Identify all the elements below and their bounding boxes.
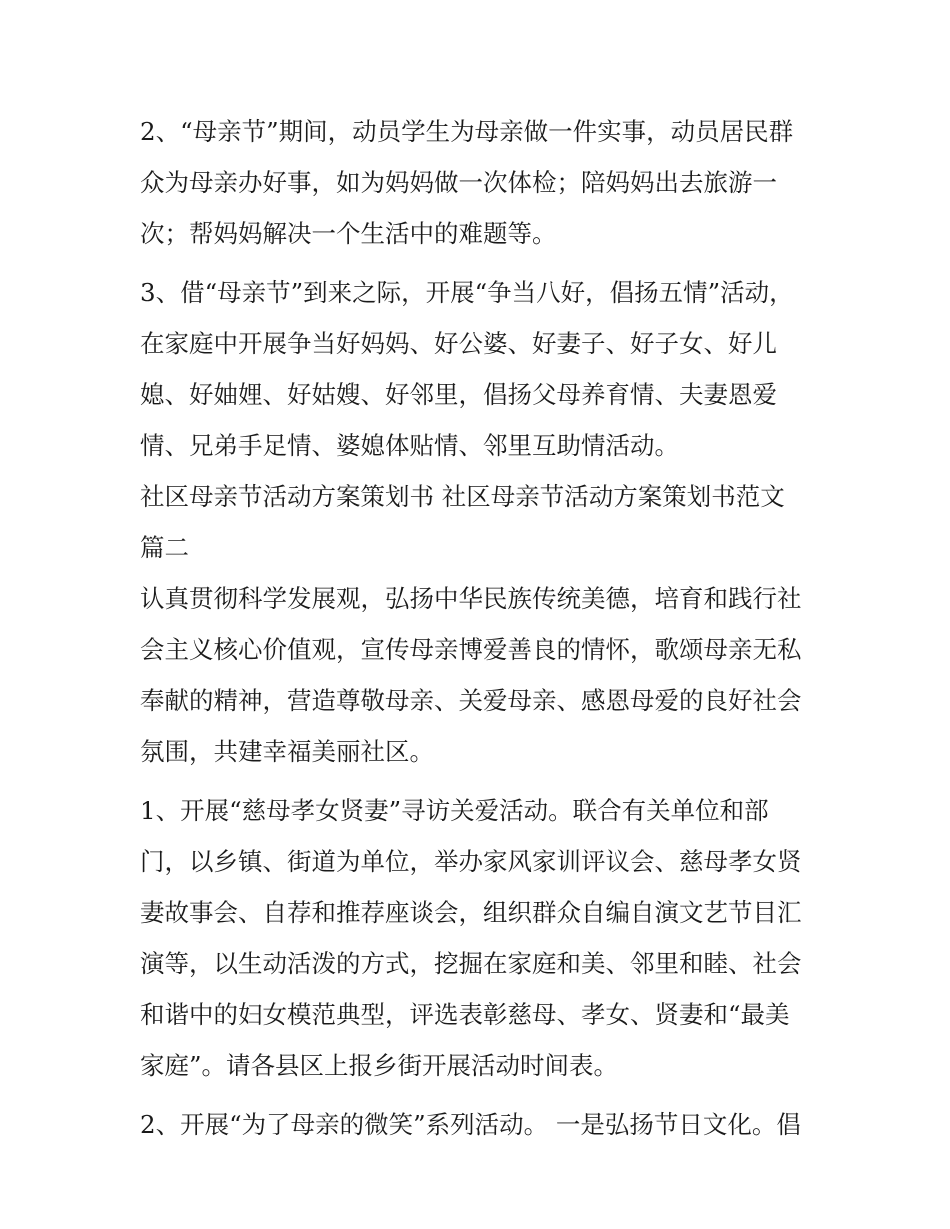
text-line: 门，以乡镇、街道为单位，举办家风家训评议会、慈母孝女贤 <box>140 847 802 876</box>
text-line: 氛围，共建幸福美丽社区。 <box>140 737 434 766</box>
text-line: 在家庭中开展争当好妈妈、好公婆、好妻子、好子女、好儿 <box>140 329 777 358</box>
text-line: 会主义核心价值观，宣传母亲博爱善良的情怀，歌颂母亲无私 <box>140 635 802 664</box>
text-line: 情、兄弟手足情、婆媳体贴情、邻里互助情活动。 <box>140 431 679 460</box>
text-line: 1、开展“慈母孝女贤妻”寻访关爱活动。联合有关单位和部 <box>140 796 769 825</box>
text-line: 家庭”。请各县区上报乡街开展活动时间表。 <box>140 1051 619 1080</box>
text-line: 妻故事会、自荐和推荐座谈会，组织群众自编自演文艺节目汇 <box>140 898 802 927</box>
text-line: 认真贯彻科学发展观，弘扬中华民族传统美德，培育和践行社 <box>140 584 802 613</box>
document-body <box>140 106 820 1150</box>
section-heading: 社区母亲节活动方案策划书 社区母亲节活动方案策划书范文 <box>140 482 785 511</box>
text-line: 媳、好妯娌、好姑嫂、好邻里，倡扬父母养育情、夫妻恩爱 <box>140 380 777 409</box>
text-line: 2、“母亲节”期间，动员学生为母亲做一件实事，动员居民群 <box>140 117 794 146</box>
text-line: 演等，以生动活泼的方式，挖掘在家庭和美、邻里和睦、社会 <box>140 949 802 978</box>
section-heading: 篇二 <box>140 533 189 562</box>
text-line: 3、借“母亲节”到来之际，开展“争当八好，倡扬五情”活动， <box>140 278 794 307</box>
text-line: 众为母亲办好事，如为妈妈做一次体检；陪妈妈出去旅游一 <box>140 168 777 197</box>
text-line: 次；帮妈妈解决一个生活中的难题等。 <box>140 219 557 248</box>
text-line: 奉献的精神，营造尊敬母亲、关爱母亲、感恩母爱的良好社会 <box>140 686 802 715</box>
text-line: 2、开展“为了母亲的微笑”系列活动。 一是弘扬节日文化。倡 <box>140 1110 801 1139</box>
text-line: 和谐中的妇女模范典型，评选表彰慈母、孝女、贤妻和“最美 <box>140 1000 790 1029</box>
